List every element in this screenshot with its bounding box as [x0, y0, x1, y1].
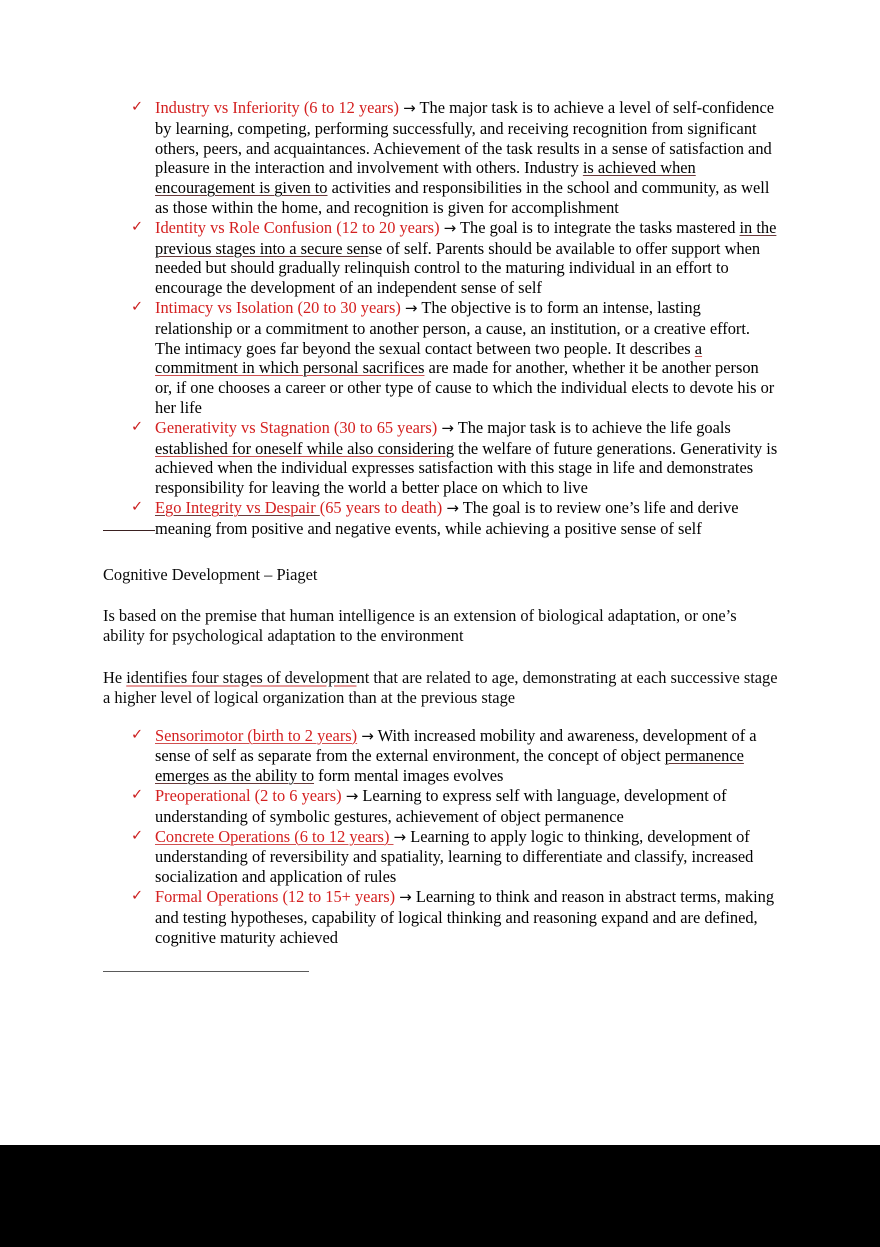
stage-body-underlined: permanence emerges as the ability to: [155, 746, 744, 786]
stage-body: Learning to express self with language, development of understanding of symbolic gestures, achievement of object permanence: [155, 785, 727, 826]
spacer: [103, 585, 778, 606]
spacer: [103, 539, 778, 565]
stage-heading-underlined: Concrete Operations (6 to 12 years): [155, 826, 394, 846]
checkmark-icon: ✓: [131, 498, 144, 515]
checkmark-icon: ✓: [131, 298, 144, 315]
stage-body-part2: form mental images evolves: [314, 766, 504, 786]
checkmark-icon: ✓: [131, 827, 144, 844]
list-item: [103, 726, 778, 786]
piaget-section-title: Cognitive Development – Piaget: [103, 564, 318, 584]
arrow-icon: →: [399, 887, 412, 906]
checkmark-icon: ✓: [131, 726, 144, 743]
erikson-stage-list: [103, 98, 778, 539]
stage-body-part1: The major task is to achieve the life goals: [457, 417, 731, 437]
stage-body-part1: With increased mobility and awareness, development of a sense of self as separate from the external environment, the concept of object: [155, 725, 757, 766]
stage-heading-underlined: Sensorimotor (birth to 2 years): [155, 725, 358, 745]
checkmark-icon: ✓: [131, 887, 144, 904]
checkmark-icon: ✓: [131, 99, 144, 115]
piaget-stages-intro: [103, 668, 778, 709]
footnote-separator: [103, 971, 309, 972]
arrow-icon: →: [403, 99, 416, 117]
spacer: [103, 709, 778, 726]
stage-body-underlined: a commitment in which personal sacrifices: [155, 338, 703, 378]
intro-part1: He: [103, 667, 127, 687]
stage-body-part2: activities and responsibilities in the school and community, as well as those within the home, and recognition is given for accomplishment: [155, 178, 770, 217]
bottom-black-band: [0, 1145, 880, 1247]
piaget-stage-list: [103, 726, 778, 948]
arrow-icon: →: [443, 218, 457, 237]
list-item: [103, 887, 778, 947]
arrow-icon: →: [361, 726, 374, 745]
list-item: [103, 418, 778, 498]
margin-rule: [103, 530, 155, 531]
stage-body-part2: are made for another, whether it be another person or, if one chooses a career or other type of cause to which the individual elects to devote his or her life: [155, 358, 775, 417]
stage-body-underlined: established for oneself while also considering: [155, 438, 455, 458]
list-item: [103, 218, 778, 298]
stage-body-part1: The goal is to integrate the tasks mastered: [460, 217, 740, 237]
arrow-icon: →: [345, 786, 359, 805]
stage-body: Learning to apply logic to thinking, development of understanding of reversibility and spatiality, learning to differentiate and classify, increased socialization and application of rules: [155, 826, 754, 887]
arrow-icon: →: [446, 498, 459, 517]
stage-heading: Formal Operations (12 to 15+ years): [155, 886, 396, 906]
stage-body-part1: The major task is to achieve a level of self-confidence by learning, competing, performing successfully, and receiving recognition from significant others, peers, and acquaintances. Achievement of the task results in a sense of satisfaction and pleasure in the interaction and involvement with others. Industry: [155, 98, 775, 178]
list-item: [103, 298, 778, 418]
spacer: [103, 647, 778, 668]
stage-heading: Preoperational (2 to 6 years): [155, 785, 342, 805]
list-item: [103, 786, 778, 827]
stage-heading: Industry vs Inferiority (6 to 12 years): [155, 98, 399, 117]
list-item: [103, 498, 778, 539]
stage-heading-underlined: Ego Integrity vs Despair: [155, 497, 320, 517]
stage-body: The goal is to review one’s life and derive meaning from positive and negative events, while achieving a positive sense of self: [155, 497, 739, 538]
arrow-icon: →: [404, 298, 418, 317]
stage-heading-rest: (65 years to death): [319, 497, 443, 517]
stage-body-part2: se of self. Parents should be available to offer support when needed but should gradually relinquish control to the maturing individual in an effort to encourage the development of an independent sense of self: [155, 238, 761, 298]
stage-body-underlined: in the previous stages into a secure sen: [155, 217, 777, 258]
intro-underlined: identifies four stages of developme: [126, 667, 357, 687]
piaget-intro-paragraph: Is based on the premise that human intelligence is an extension of biological adaptation, or one’s ability for psychological adaptation to the environment: [103, 605, 737, 646]
stage-body-part1: The objective is to form an intense, lasting relationship or a commitment to another person, a cause, an institution, or a creative effort. The intimacy goes far beyond the sexual contact between two people. It describes: [155, 297, 751, 358]
checkmark-icon: ✓: [131, 418, 144, 435]
stage-heading: Intimacy vs Isolation (20 to 30 years): [155, 297, 401, 317]
list-item: [103, 98, 778, 218]
stage-body-part2: the welfare of future generations. Generativity is achieved when the individual expresses satisfaction with this stage in life and demonstrates responsibility for leaving the world a better place on which to live: [155, 438, 778, 498]
document-content: [103, 98, 778, 972]
checkmark-icon: ✓: [131, 786, 144, 803]
list-item: [103, 827, 778, 887]
stage-body-underlined: is achieved when encouragement is given to: [155, 158, 696, 198]
checkmark-icon: ✓: [131, 218, 144, 235]
intro-part2: nt that are related to age, demonstrating at each successive stage a higher level of logical organization than at the previous stage: [103, 667, 778, 708]
stage-body: Learning to think and reason in abstract terms, making and testing hypotheses, capability of logical thinking and reasoning expand and are defined, cognitive maturity achieved: [155, 886, 775, 947]
arrow-icon: →: [441, 418, 454, 437]
arrow-icon: →: [393, 827, 407, 846]
stage-heading: Identity vs Role Confusion (12 to 20 years): [155, 217, 440, 237]
stage-heading: Generativity vs Stagnation (30 to 65 years): [155, 417, 438, 437]
